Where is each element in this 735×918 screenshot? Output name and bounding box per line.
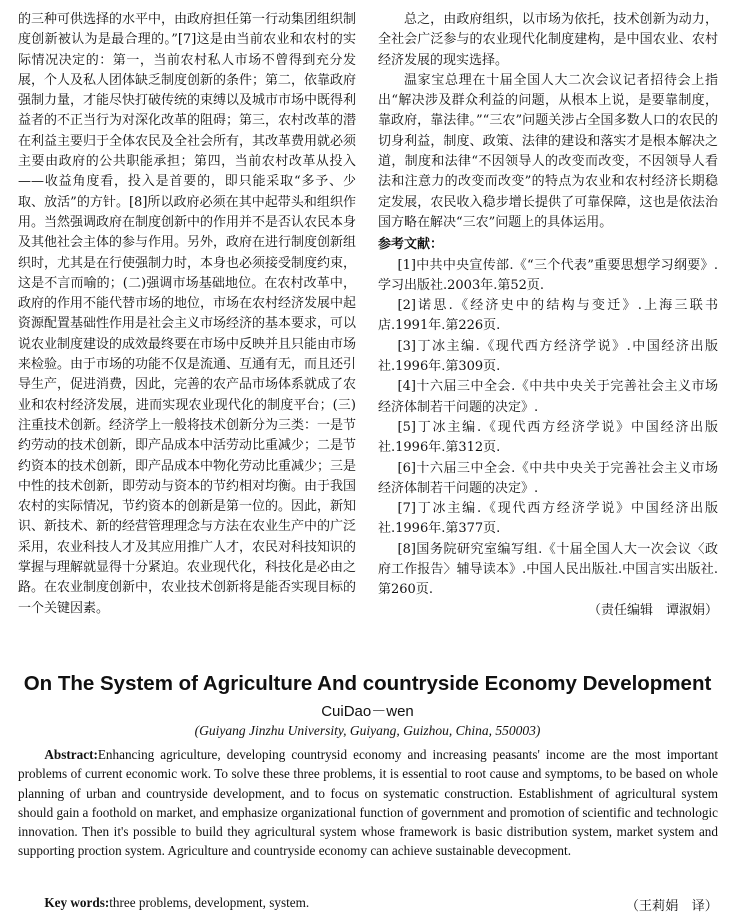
- abstract-label: Abstract:: [44, 747, 98, 762]
- left-column: [18, 10, 356, 619]
- translator-note: （王莉娟 译）: [625, 898, 718, 913]
- reference-item: [1]中共中央宣传部.《“三个代表”重要思想学习纲要》.学习出版社.2003年.第52页.: [378, 257, 718, 293]
- english-abstract: [18, 745, 718, 861]
- wen-jiabao-paragraph: 温家宝总理在十届全国人大二次会议记者招待会上指出“解决涉及群众利益的问题，从根本上说，是要靠制度，靠政府，靠法律。”“三农”问题关涉占全国多数人口的农民的切身利益，制度、政策、法律的建设和落实才是根本解决之道，制度和法律“不因领导人的改变而改变，不因领导人看法和注意力的改变而改变”的特点为农业和农村经济长期稳定发展，农民收入稳步增长提供了可靠保障，这也是依法治国方略在解决“三农”问题上的具体运用。: [378, 72, 718, 230]
- abstract-text: Enhancing agriculture, developing countrysid economy and increasing peasants' income are the most important problems of current economic work. To solve these three problems, it is essential to root cause and symptoms, to be based on whole planning of urban and countryside development, and to focus on systematic construction. Establishment of agricultural system should gain a foothold on market, and emphasize organizational function of government and promotion of scientific and technologic innovation. Then it's possible to build they agricultural system whose framework is basic distribution system, market system and supporting proction system. Agriculture and countryside economy can achieve sustainable devecopment.: [18, 747, 718, 859]
- english-title: On The System of Agriculture And countryside Economy Development: [23, 672, 712, 695]
- reference-item: [7]丁冰主编.《现代西方经济学说》中国经济出版社.1996年.第377页.: [378, 501, 718, 537]
- english-keywords: [18, 895, 718, 914]
- reference-item: [5]丁冰主编.《现代西方经济学说》中国经济出版社.1996年.第312页.: [378, 419, 718, 456]
- right-column: [378, 10, 718, 621]
- keywords-text: three problems, development, system.: [109, 895, 310, 910]
- references-heading: 参考文献：: [378, 237, 444, 253]
- english-author: CuiDao－wen: [321, 703, 414, 720]
- conclusion-paragraph: 总之，由政府组织，以市场为依托，技术创新为动力，全社会广泛参与的农业现代化制度建构，是中国农业、农村经济发展的现实选择。: [378, 12, 718, 68]
- reference-item: [4]十六届三中全会.《中共中央关于完善社会主义市场经济体制若干问题的决定》.: [378, 379, 718, 415]
- editor-note: [378, 601, 718, 621]
- reference-item: [2]诺思.《经济史中的结构与变迁》.上海三联书店.1991年.第226页.: [378, 298, 718, 334]
- editor-note-text: （责任编辑 谭淑娟）: [587, 602, 718, 618]
- reference-item: [6]十六届三中全会.《中共中央关于完善社会主义市场经济体制若干问题的决定》.: [378, 460, 718, 496]
- left-body-paragraph: 的三种可供选择的水平中，由政府担任第一行动集团组织制度创新被认为是最合理的。”[7]这是由当前农业和农村的实际情况决定的：第一，当前农村私人市场不曾得到充分发展，个人及私人团体缺乏制度创新的条件；第二，依靠政府强制力量，才能尽快打破传统的束缚以及城市市场中既得利益者的不正当行为对深化改革的阻碍；第三，农村改革的潜在利益主要归于全体农民及全社会所有，其改革费用就必须主要由政府的公共职能承担；第四，当前农村改革从投入——收益角度看，投入是首要的，即只能采取“多予、少取、放活”的方针。[8]所以政府必须在其中起带头和组织作用。当然强调政府在制度创新中的作用并不是否认农民本身及其他社会主体的参与作用。另外，政府在进行制度创新组织时，尤其是在行使强制力时，本身也必须接受制度约束，这是不言而喻的；(二)强调市场基础地位。在农村改革中，政府的作用不能代替市场的地位，市场在农村经济发展中起资源配置基础性作用是社会主义市场经济的基本要求，可以说农业制度建设的成效最终要在市场中反映并且只能由市场来检验。由于市场的功能不仅是流通、互通有无，而且还引导生产，促进消费，因此，完善的农产品市场体系就成了农业和农村经济发展，进而实现农业现代化的制度平台；(三)注重技术创新。经济学上一般将技术创新分为三类：一是节约劳动的技术创新，即产品成本中活劳动比重减少；二是节约资本的技术创新，即产品成本中物化劳动比重减少；三是中性的技术创新，即劳动与资本的节约相对均衡。由于我国农村的实际情况，节约资本的创新是第一位的。因此，新知识、新技术、新的经营管理理念与方法在农业生产中的广泛采用，农业科技人才及其应用推广人才，农民对科技知识的掌握与理解就显得十分紧迫。农业现代化，科技化是必由之路。在农业制度创新中，农业技术创新将是能否实现目标的一个关键因素。: [18, 12, 357, 616]
- keywords-label: Key words:: [44, 895, 110, 910]
- english-affiliation: (Guiyang Jinzhu University, Guiyang, Guizhou, China, 550003): [194, 723, 541, 738]
- reference-item: [3]丁冰主编.《现代西方经济学说》.中国经济出版社.1996年.第309页.: [378, 338, 718, 375]
- reference-item-last: [8]国务院研究室编写组.《十届全国人大一次会议〈政府工作报告〉辅导读本》.中国人民出版社.中国言实出版社.第260页.: [378, 541, 718, 598]
